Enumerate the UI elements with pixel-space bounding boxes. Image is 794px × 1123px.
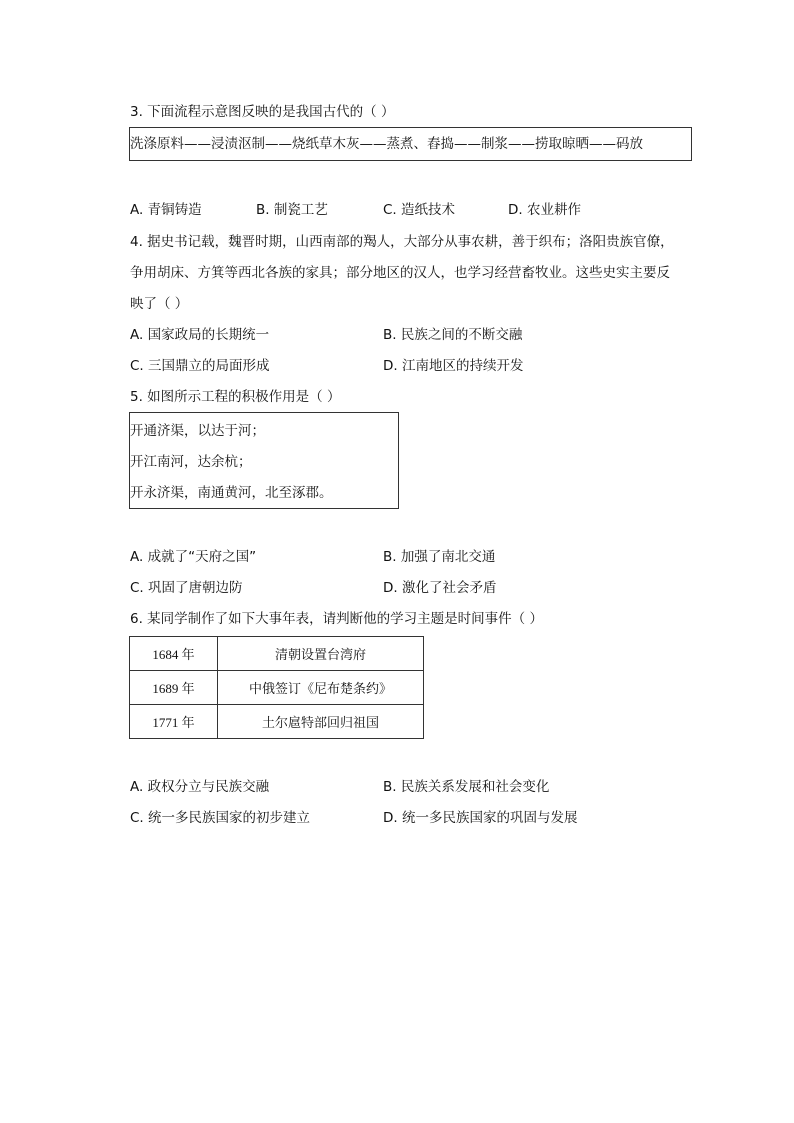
table-cell-year: 1689 年 [130,671,218,705]
q3-stem: 3. 下面流程示意图反映的是我国古代的（ ） [130,104,395,120]
q4-option-a[interactable]: A. 国家政局的长期统一 [130,327,270,343]
q3-option-d[interactable]: D. 农业耕作 [508,202,581,218]
table-cell-event: 土尔扈特部回归祖国 [218,705,424,739]
q5-box-line-2: 开江南河，达余杭； [130,454,252,470]
q5-box-line-1: 开通济渠，以达于河； [130,423,265,439]
q5-option-b[interactable]: B. 加强了南北交通 [383,549,496,565]
table-cell-event: 清朝设置台湾府 [218,637,424,671]
q5-option-a[interactable]: A. 成就了“天府之国” [130,549,257,565]
q3-flow-text: 洗涤原料——浸渍沤制——烧纸草木灰——蒸煮、舂捣——制浆——捞取晾晒——码放 [130,136,643,152]
table-cell-year: 1771 年 [130,705,218,739]
q6-option-b[interactable]: B. 民族关系发展和社会变化 [383,779,550,795]
q6-option-a[interactable]: A. 政权分立与民族交融 [130,779,270,795]
q3-option-b[interactable]: B. 制瓷工艺 [256,202,328,218]
table-cell-year: 1684 年 [130,637,218,671]
table-row [130,637,424,671]
q5-stem: 5. 如图所示工程的积极作用是（ ） [130,389,341,405]
q6-timeline-table [129,636,424,739]
q5-box-line-3: 开永济渠，南通黄河，北至涿郡。 [130,485,333,501]
q5-option-c[interactable]: C. 巩固了唐朝边防 [130,580,243,596]
q6-option-c[interactable]: C. 统一多民族国家的初步建立 [130,810,311,826]
q6-option-d[interactable]: D. 统一多民族国家的巩固与发展 [383,810,578,826]
table-row [130,671,424,705]
q4-stem-line-2: 争用胡床、方箕等西北各族的家具；部分地区的汉人，也学习经营畜牧业。这些史实主要反 [130,265,670,281]
table-cell-event: 中俄签订《尼布楚条约》 [218,671,424,705]
table-row [130,705,424,739]
q4-stem-line-1: 4. 据史书记载，魏晋时期，山西南部的羯人，大部分从事农耕，善于织布；洛阳贵族官僚， [130,234,674,250]
q3-option-c[interactable]: C. 造纸技术 [383,202,456,218]
q5-quote-box [129,412,399,509]
q3-flow-box [129,127,692,161]
q5-option-d[interactable]: D. 激化了社会矛盾 [383,580,497,596]
q4-option-c[interactable]: C. 三国鼎立的局面形成 [130,358,270,374]
q4-stem-line-3: 映了（ ） [130,296,189,312]
q4-option-d[interactable]: D. 江南地区的持续开发 [383,358,524,374]
q3-option-a[interactable]: A. 青铜铸造 [130,202,202,218]
q4-option-b[interactable]: B. 民族之间的不断交融 [383,327,523,343]
q6-stem: 6. 某同学制作了如下大事年表，请判断他的学习主题是时间事件（ ） [130,611,543,627]
